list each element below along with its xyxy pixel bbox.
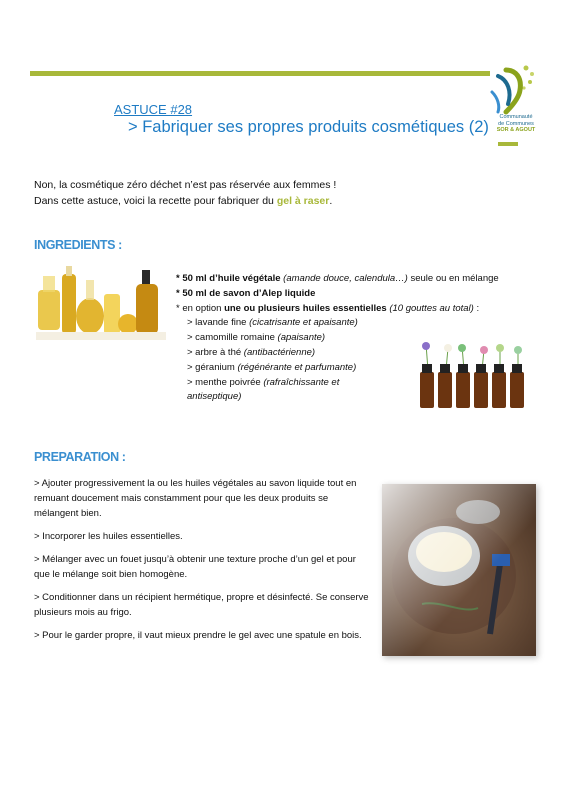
prep-step: > Pour le garder propre, il vaut mieux prendre le gel avec une spatule en bois.: [34, 630, 362, 641]
intro-text: [34, 177, 336, 209]
preparation-steps: [34, 476, 370, 651]
page-title: > Fabriquer ses propres produits cosmétiques (2): [128, 118, 489, 136]
oil-option: > camomille romaine (apaisante): [187, 332, 326, 344]
shaving-gel-photo: [382, 484, 536, 656]
community-logo: [486, 62, 544, 154]
highlight-shaving-gel: gel à raser: [276, 195, 330, 207]
header-divider: [30, 71, 490, 76]
ingredient-oil: * 50 ml d’huile végétale (amande douce, calendula…) seule ou en mélange: [176, 273, 499, 284]
ingredient-essential-oils: * en option une ou plusieurs huiles essentielles (10 gouttes au total) :: [176, 302, 480, 314]
oil-option: > menthe poivrée (rafraîchissante et: [187, 376, 340, 388]
prep-step: > Mélanger avec un fouet jusqu’à obtenir une texture proche d’un gel et pour que le mélange soit bien homogène.: [34, 554, 356, 580]
oil-option: > géranium (régénérante et parfumante): [187, 361, 357, 373]
intro-line-1: Non, la cosmétique zéro déchet n’est pas réservée aux femmes !: [34, 179, 337, 191]
prep-step: > Incorporer les huiles essentielles.: [34, 531, 183, 542]
ingredient-soap: * 50 ml de savon d’Alep liquide: [176, 287, 316, 299]
logo-underline: [498, 142, 518, 146]
ingredients-heading: INGREDIENTS :: [34, 238, 122, 252]
oil-option: > arbre à thé (antibactérienne): [187, 346, 316, 358]
oil-option: > lavande fine (cicatrisante et apaisante): [187, 317, 358, 329]
logo-caption: Communauté de Communes SOR & AGOUT: [496, 114, 536, 133]
prep-step: > Ajouter progressivement la ou les huiles végétales au savon liquide tout en remuant doucement mais constamment pour que les deux produits se mélangent bien.: [34, 478, 357, 519]
oil-option-continued: antiseptique): [187, 391, 242, 403]
intro-line-2: Dans cette astuce, voici la recette pour fabriquer du gel à raser.: [34, 195, 333, 207]
prep-step: > Conditionner dans un récipient hermétique, propre et désinfecté. Se conserve plusieurs mois au frigo.: [34, 592, 369, 618]
preparation-heading: PREPARATION :: [34, 450, 126, 464]
oil-bottles-image: [36, 266, 166, 340]
tip-number: ASTUCE #28: [114, 102, 193, 117]
essential-oil-vials-image: [418, 340, 528, 410]
